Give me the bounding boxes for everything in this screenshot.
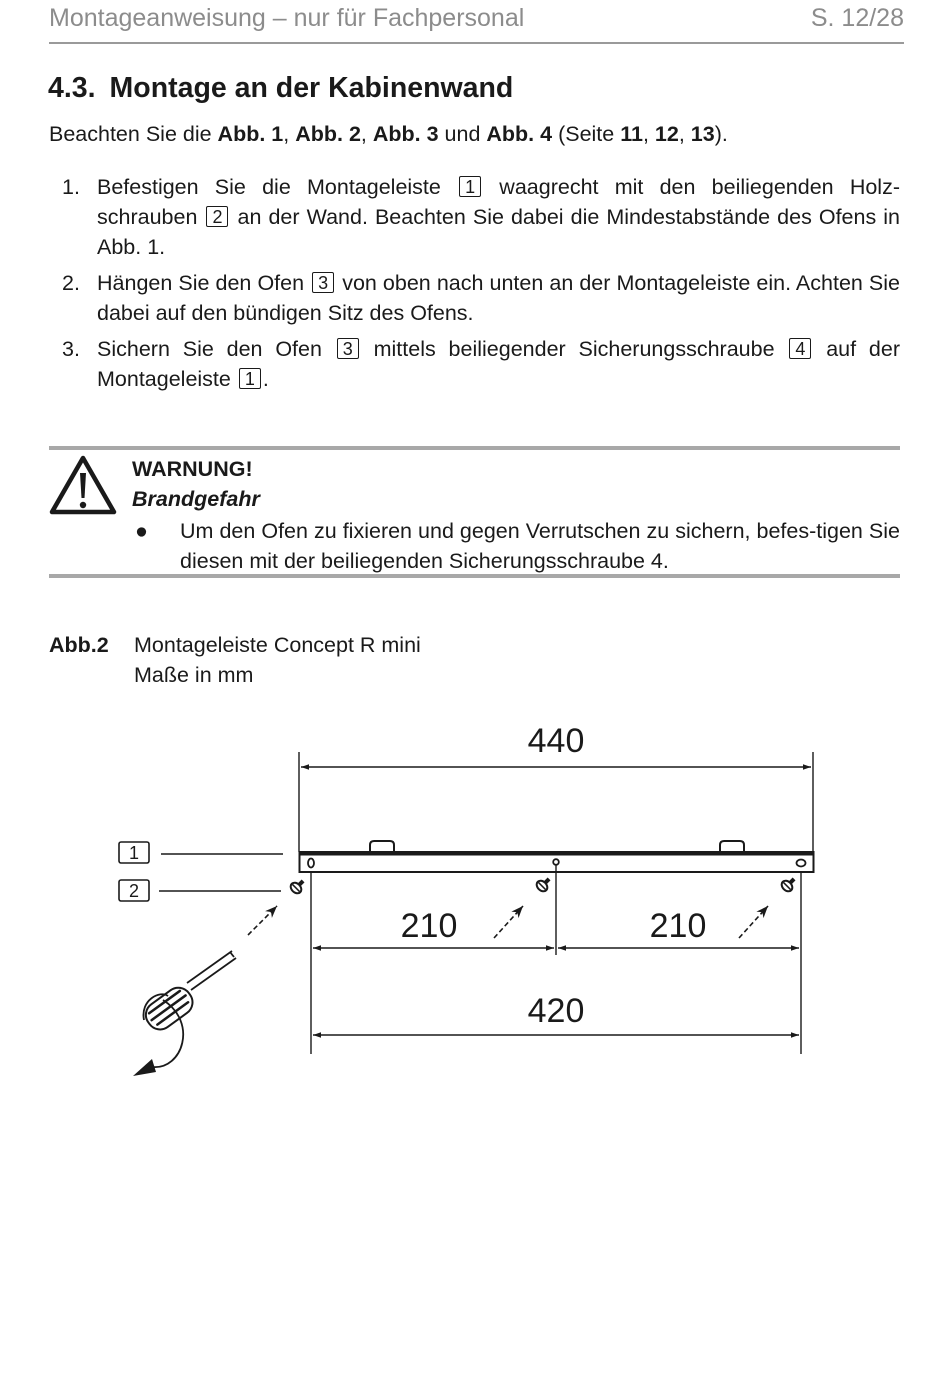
dimension-total: [299, 722, 813, 852]
part-number-box: 4: [789, 338, 811, 359]
ref-page-12: 12: [654, 122, 679, 146]
screw-icon: [289, 877, 308, 896]
ref-page-11: 11: [620, 122, 643, 146]
step-item: [49, 334, 900, 394]
screw-icon: [780, 875, 799, 894]
figure-label: Abb.2: [49, 633, 109, 657]
step-text: auf der Montageleiste: [97, 337, 900, 391]
dimension-total-label: 440: [527, 722, 585, 760]
part-label-rail: [119, 842, 283, 863]
step-number: 1.: [62, 175, 80, 199]
part-label-screw-text: 2: [128, 881, 140, 901]
page-header: [49, 0, 904, 44]
ref-abb4: Abb. 4: [486, 122, 553, 146]
warning-text: Um den Ofen zu fixieren und gegen Verrutschen zu sichern, befes-tigen Sie diesen mit der beiliegenden Sicherungsschraube 4.: [180, 519, 900, 573]
ref-abb3: Abb. 3: [372, 122, 439, 146]
intro-text: ,: [642, 122, 655, 146]
part-label-screw: [119, 880, 281, 901]
step-text: mittels beiliegender Sicherungsschraube: [360, 337, 788, 361]
figure-units: Maße in mm: [134, 663, 254, 687]
intro-text: und: [438, 122, 487, 146]
part-number-box: 1: [239, 368, 261, 389]
part-number-box: 2: [206, 206, 228, 227]
screwdriver-icon: [133, 951, 236, 1076]
step-text: .: [262, 367, 269, 391]
warning-triangle-icon: [49, 454, 117, 516]
intro-text: ).: [714, 122, 728, 146]
step-number: 2.: [62, 271, 80, 295]
step-list: [49, 172, 900, 400]
arrow-icon: [248, 906, 277, 935]
step-text: waagrecht mit den beiliegenden Holz-schrauben: [97, 175, 900, 229]
intro-text: ,: [678, 122, 691, 146]
step-text: Befestigen Sie die Montageleiste: [97, 175, 458, 199]
warning-bullet: [132, 516, 900, 576]
intro-text: ,: [283, 122, 296, 146]
part-number-box: 3: [312, 272, 334, 293]
step-text: an der Wand. Beachten Sie dabei die Mindestabstände des Ofens in Abb. 1.: [97, 205, 900, 259]
ref-abb1: Abb. 1: [217, 122, 284, 146]
intro-text: Beachten Sie die: [49, 122, 218, 146]
part-number-box: 1: [459, 176, 481, 197]
part-label-rail-text: 1: [128, 843, 140, 863]
step-item: [49, 268, 900, 328]
section-title: Montage an der Kabinenwand: [109, 72, 514, 104]
screw-icon: [535, 875, 554, 894]
step-number: 3.: [62, 337, 80, 361]
arrow-icon: [739, 906, 768, 938]
dimension-spacing: [311, 865, 801, 1054]
step-item: [49, 172, 900, 262]
step-text: Hängen Sie den Ofen: [97, 271, 311, 295]
header-title: Montageanweisung – nur für Fachpersonal: [49, 4, 525, 32]
intro-text: (Seite: [552, 122, 621, 146]
step-text: von oben nach unten an der Montageleiste ein. Achten Sie dabei auf den bündigen Sitz des Ofens.: [97, 271, 901, 325]
dimension-holes-label: 420: [527, 992, 585, 1030]
dimension-left-label: 210: [400, 907, 458, 945]
ref-page-13: 13: [690, 122, 715, 146]
ref-abb2: Abb. 2: [295, 122, 361, 146]
arrow-icon: [494, 906, 523, 938]
page-number: S. 12/28: [810, 4, 904, 32]
mounting-rail-drawing: [0, 700, 950, 1100]
intro-text: ,: [360, 122, 373, 146]
part-number-box: 3: [337, 338, 359, 359]
intro-paragraph: [49, 122, 728, 147]
step-text: Sichern Sie den Ofen: [97, 337, 335, 361]
bullet-icon: ●: [135, 519, 148, 543]
warning-title: WARNUNG!: [132, 457, 253, 481]
warning-subtitle: Brandgefahr: [132, 487, 260, 511]
section-heading: [48, 72, 513, 105]
dimension-right-label: 210: [649, 907, 707, 945]
figure-caption: Montageleiste Concept R mini: [134, 633, 421, 657]
warning-box: [49, 446, 900, 578]
section-number: 4.3.: [48, 72, 96, 104]
